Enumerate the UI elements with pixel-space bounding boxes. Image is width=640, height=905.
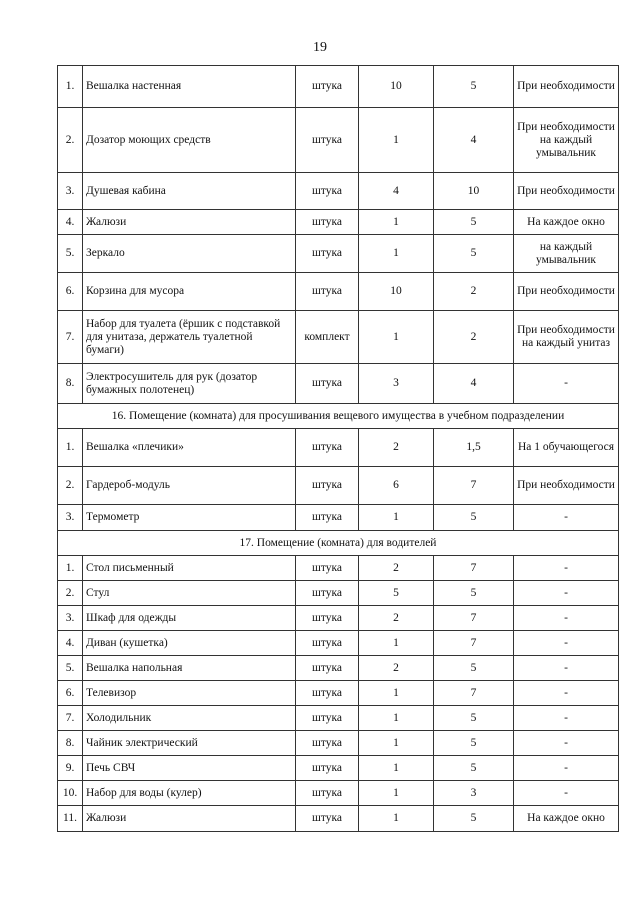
table-row xyxy=(58,631,619,656)
row-number: 2. xyxy=(58,467,83,505)
row-number: 6. xyxy=(58,681,83,706)
table-row xyxy=(58,235,619,273)
table-row xyxy=(58,681,619,706)
row-number: 7. xyxy=(58,311,83,364)
table-row xyxy=(58,731,619,756)
quantity: 10 xyxy=(359,273,434,311)
table-row xyxy=(58,706,619,731)
table-row xyxy=(58,210,619,235)
table-row xyxy=(58,311,619,364)
table-row xyxy=(58,806,619,832)
note: На каждое окно xyxy=(514,210,619,235)
section-header-row xyxy=(58,531,619,556)
table-row xyxy=(58,66,619,108)
quantity: 1 xyxy=(359,806,434,832)
unit: штука xyxy=(296,706,359,731)
service-life: 5 xyxy=(434,505,514,531)
table-row xyxy=(58,273,619,311)
table-row xyxy=(58,581,619,606)
note: На каждое окно xyxy=(514,806,619,832)
service-life: 5 xyxy=(434,806,514,832)
service-life: 7 xyxy=(434,556,514,581)
note: - xyxy=(514,364,619,404)
note: - xyxy=(514,706,619,731)
item-name: Набор для воды (кулер) xyxy=(83,781,296,806)
unit: штука xyxy=(296,681,359,706)
note: - xyxy=(514,756,619,781)
table-row xyxy=(58,606,619,631)
service-life: 5 xyxy=(434,731,514,756)
table-row xyxy=(58,756,619,781)
page-number: 19 xyxy=(313,40,327,55)
row-number: 7. xyxy=(58,706,83,731)
quantity: 4 xyxy=(359,173,434,210)
row-number: 2. xyxy=(58,581,83,606)
note: - xyxy=(514,681,619,706)
quantity: 10 xyxy=(359,66,434,108)
service-life: 7 xyxy=(434,467,514,505)
unit: штука xyxy=(296,806,359,832)
service-life: 5 xyxy=(434,210,514,235)
equipment-table xyxy=(57,65,619,832)
section-title: 17. Помещение (комната) для водителей xyxy=(58,531,619,556)
service-life: 4 xyxy=(434,364,514,404)
quantity: 2 xyxy=(359,606,434,631)
item-name: Чайник электрический xyxy=(83,731,296,756)
quantity: 1 xyxy=(359,108,434,173)
service-life: 2 xyxy=(434,311,514,364)
row-number: 11. xyxy=(58,806,83,832)
item-name: Вешалка напольная xyxy=(83,656,296,681)
service-life: 3 xyxy=(434,781,514,806)
note: При необходимости на каждый умывальник xyxy=(514,108,619,173)
item-name: Душевая кабина xyxy=(83,173,296,210)
row-number: 5. xyxy=(58,656,83,681)
item-name: Жалюзи xyxy=(83,806,296,832)
quantity: 1 xyxy=(359,706,434,731)
item-name: Зеркало xyxy=(83,235,296,273)
row-number: 9. xyxy=(58,756,83,781)
unit: штука xyxy=(296,781,359,806)
note: При необходимости xyxy=(514,467,619,505)
quantity: 1 xyxy=(359,311,434,364)
row-number: 10. xyxy=(58,781,83,806)
note: - xyxy=(514,606,619,631)
item-name: Стол письменный xyxy=(83,556,296,581)
table-row xyxy=(58,556,619,581)
unit: штука xyxy=(296,581,359,606)
unit: штука xyxy=(296,556,359,581)
item-name: Дозатор моющих средств xyxy=(83,108,296,173)
service-life: 1,5 xyxy=(434,429,514,467)
unit: штука xyxy=(296,467,359,505)
unit: штука xyxy=(296,429,359,467)
unit: штука xyxy=(296,731,359,756)
item-name: Вешалка «плечики» xyxy=(83,429,296,467)
section-title: 16. Помещение (комната) для просушивания вещевого имущества в учебном подразделении xyxy=(58,404,619,429)
quantity: 1 xyxy=(359,505,434,531)
service-life: 7 xyxy=(434,606,514,631)
service-life: 7 xyxy=(434,631,514,656)
table-row xyxy=(58,108,619,173)
table-row xyxy=(58,173,619,210)
quantity: 3 xyxy=(359,364,434,404)
service-life: 10 xyxy=(434,173,514,210)
service-life: 7 xyxy=(434,681,514,706)
quantity: 1 xyxy=(359,631,434,656)
row-number: 8. xyxy=(58,731,83,756)
row-number: 4. xyxy=(58,210,83,235)
unit: штука xyxy=(296,505,359,531)
row-number: 1. xyxy=(58,429,83,467)
note: - xyxy=(514,781,619,806)
quantity: 5 xyxy=(359,581,434,606)
row-number: 3. xyxy=(58,173,83,210)
unit: штука xyxy=(296,173,359,210)
service-life: 5 xyxy=(434,756,514,781)
unit: штука xyxy=(296,606,359,631)
unit: штука xyxy=(296,631,359,656)
table-row xyxy=(58,364,619,404)
row-number: 3. xyxy=(58,505,83,531)
unit: штука xyxy=(296,273,359,311)
row-number: 1. xyxy=(58,66,83,108)
item-name: Корзина для мусора xyxy=(83,273,296,311)
table-row xyxy=(58,429,619,467)
service-life: 5 xyxy=(434,235,514,273)
unit: штука xyxy=(296,235,359,273)
table-row xyxy=(58,781,619,806)
table-row xyxy=(58,656,619,681)
section-header-row xyxy=(58,404,619,429)
item-name: Шкаф для одежды xyxy=(83,606,296,631)
quantity: 1 xyxy=(359,781,434,806)
service-life: 5 xyxy=(434,581,514,606)
row-number: 6. xyxy=(58,273,83,311)
item-name: Термометр xyxy=(83,505,296,531)
item-name: Стул xyxy=(83,581,296,606)
item-name: Жалюзи xyxy=(83,210,296,235)
row-number: 5. xyxy=(58,235,83,273)
unit: штука xyxy=(296,364,359,404)
row-number: 8. xyxy=(58,364,83,404)
note: При необходимости xyxy=(514,173,619,210)
unit: штука xyxy=(296,656,359,681)
note: - xyxy=(514,656,619,681)
quantity: 1 xyxy=(359,235,434,273)
row-number: 3. xyxy=(58,606,83,631)
unit: штука xyxy=(296,108,359,173)
quantity: 2 xyxy=(359,656,434,681)
service-life: 5 xyxy=(434,66,514,108)
note: На 1 обучающегося xyxy=(514,429,619,467)
item-name: Электросушитель для рук (дозатор бумажных полотенец) xyxy=(83,364,296,404)
item-name: Телевизор xyxy=(83,681,296,706)
unit: штука xyxy=(296,66,359,108)
unit: штука xyxy=(296,210,359,235)
note: При необходимости xyxy=(514,273,619,311)
table-row xyxy=(58,505,619,531)
item-name: Холодильник xyxy=(83,706,296,731)
item-name: Диван (кушетка) xyxy=(83,631,296,656)
quantity: 1 xyxy=(359,731,434,756)
service-life: 2 xyxy=(434,273,514,311)
row-number: 1. xyxy=(58,556,83,581)
row-number: 4. xyxy=(58,631,83,656)
unit: штука xyxy=(296,756,359,781)
row-number: 2. xyxy=(58,108,83,173)
note: - xyxy=(514,731,619,756)
quantity: 1 xyxy=(359,681,434,706)
quantity: 2 xyxy=(359,429,434,467)
quantity: 1 xyxy=(359,756,434,781)
note: - xyxy=(514,505,619,531)
item-name: Набор для туалета (ёршик с подставкой для унитаза, держатель туалетной бумаги) xyxy=(83,311,296,364)
quantity: 6 xyxy=(359,467,434,505)
unit: комплект xyxy=(296,311,359,364)
note: на каждый умывальник xyxy=(514,235,619,273)
note: - xyxy=(514,581,619,606)
note: При необходимости xyxy=(514,66,619,108)
service-life: 5 xyxy=(434,706,514,731)
quantity: 1 xyxy=(359,210,434,235)
quantity: 2 xyxy=(359,556,434,581)
note: При необходимости на каждый унитаз xyxy=(514,311,619,364)
service-life: 5 xyxy=(434,656,514,681)
item-name: Вешалка настенная xyxy=(83,66,296,108)
item-name: Гардероб-модуль xyxy=(83,467,296,505)
note: - xyxy=(514,631,619,656)
table-row xyxy=(58,467,619,505)
service-life: 4 xyxy=(434,108,514,173)
note: - xyxy=(514,556,619,581)
item-name: Печь СВЧ xyxy=(83,756,296,781)
